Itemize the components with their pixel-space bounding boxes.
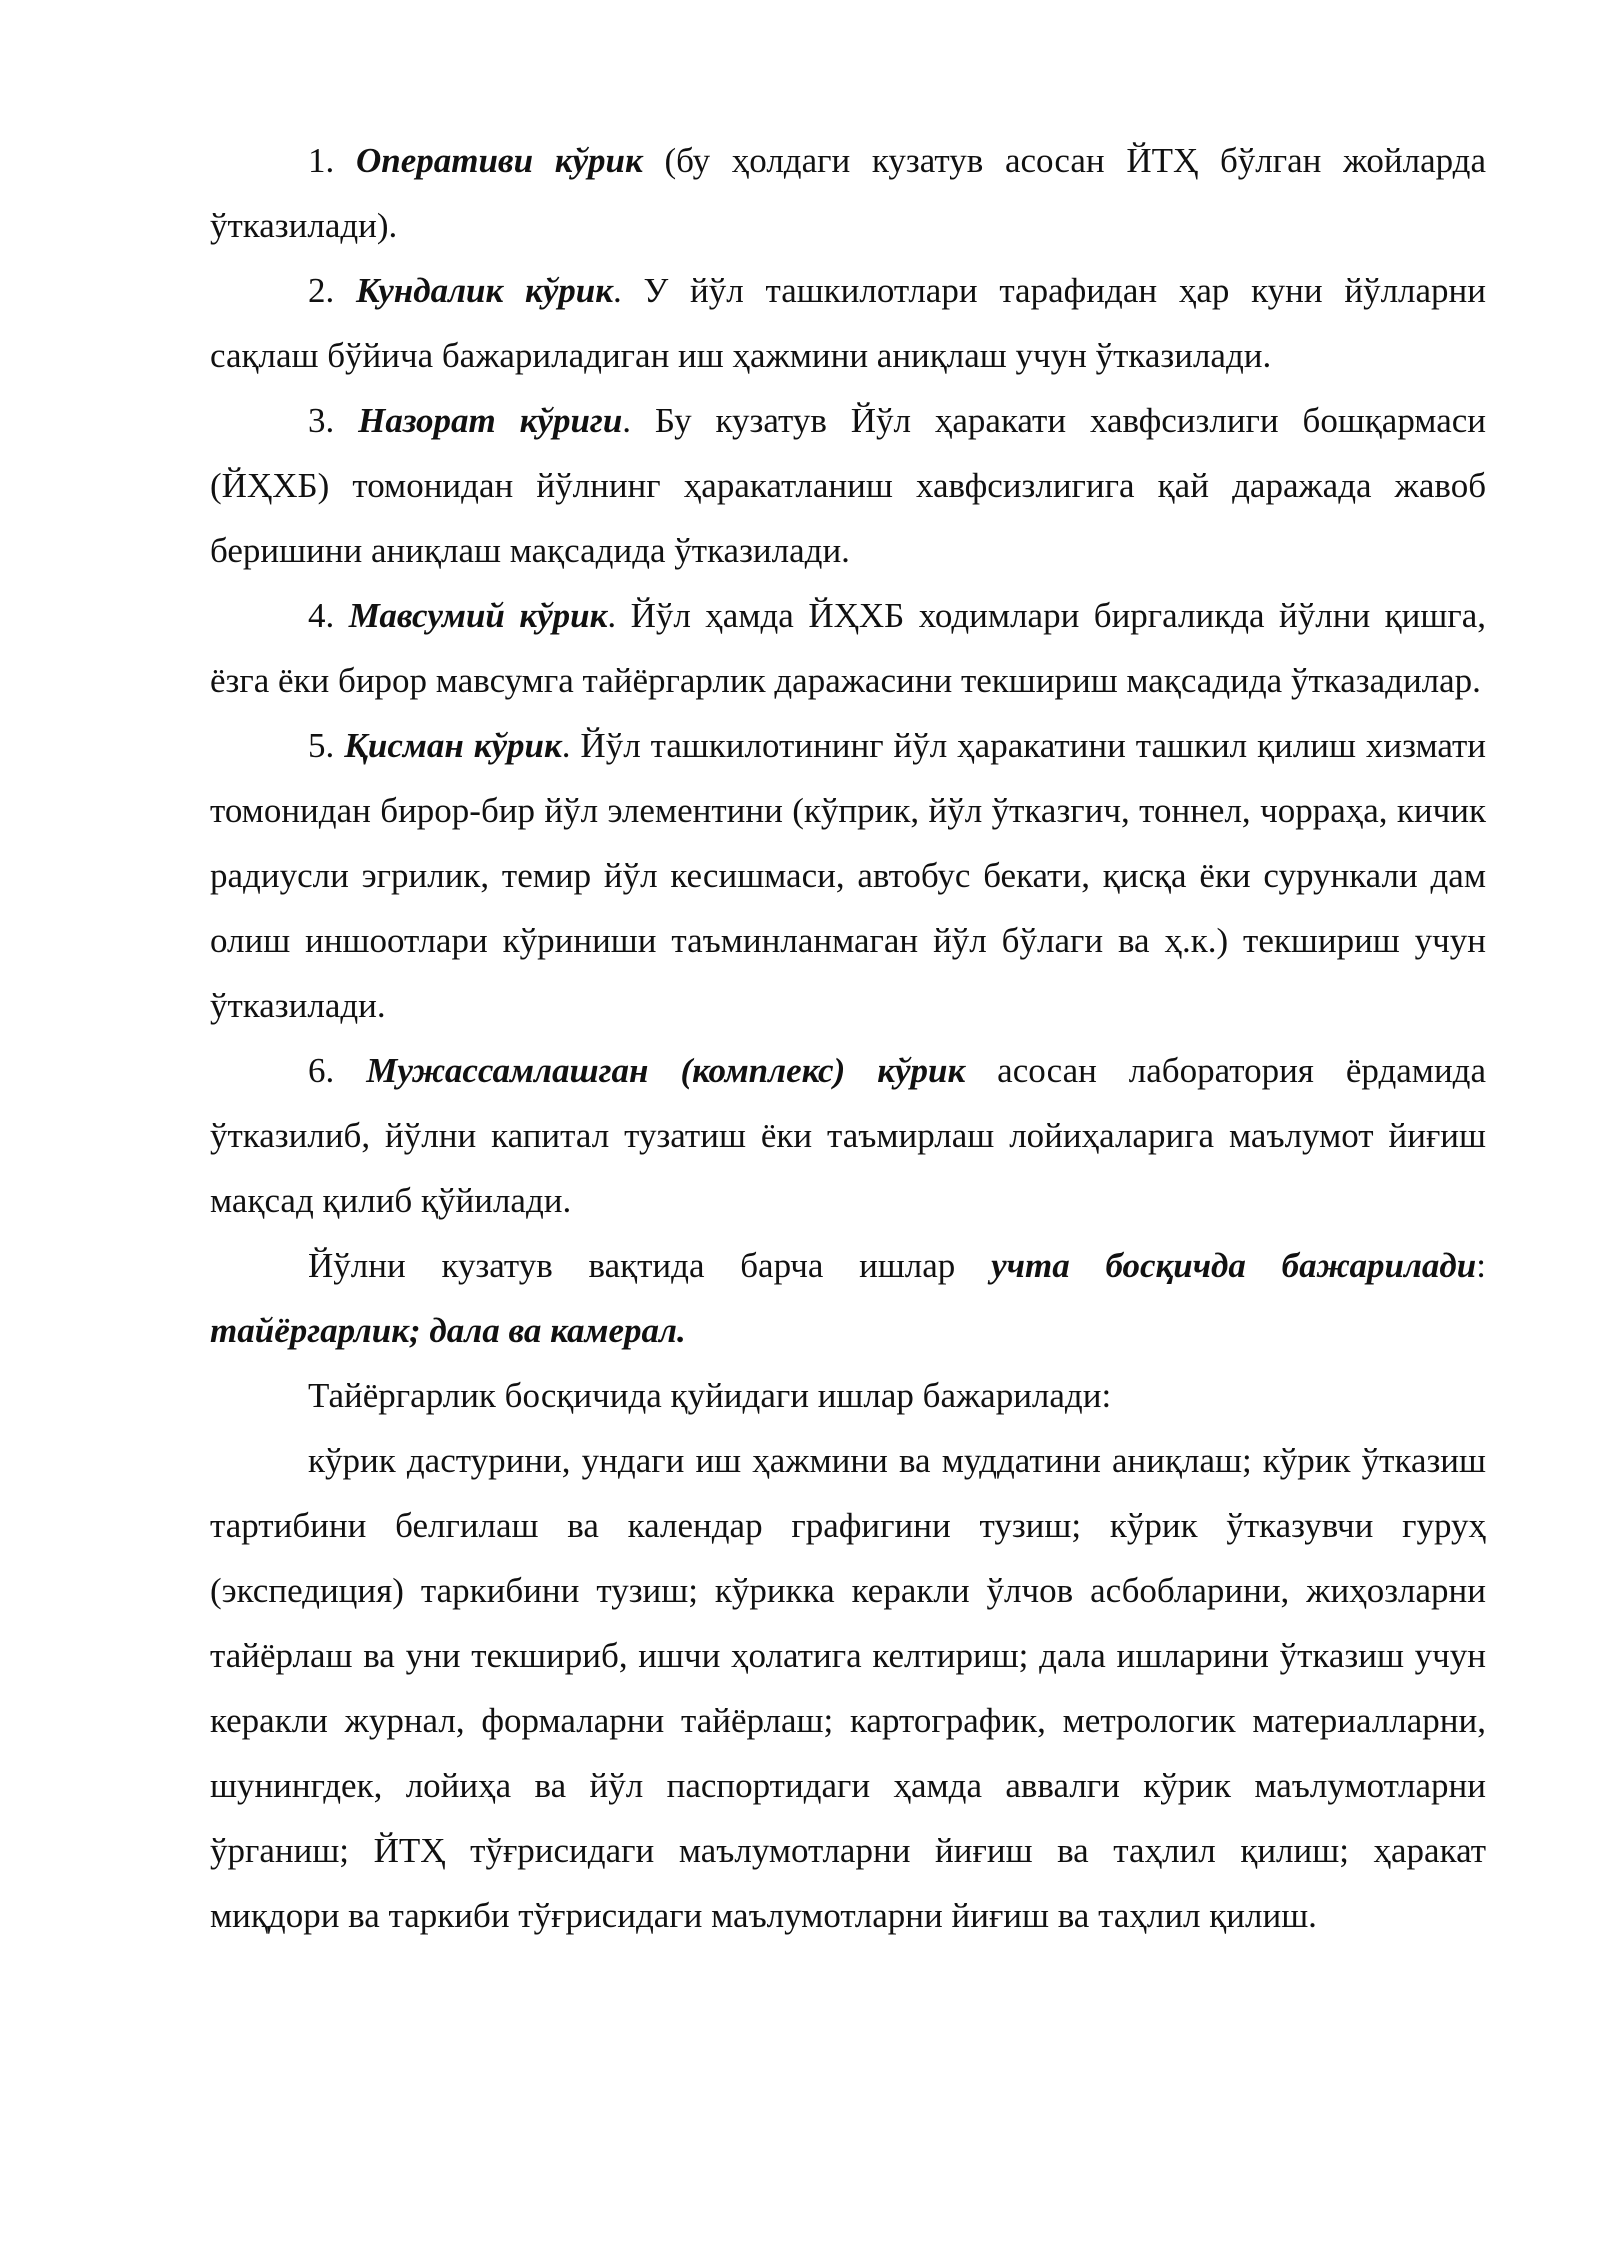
item-number: 4. — [308, 596, 349, 635]
document-page — [210, 128, 1486, 1948]
item-text: . У йўл ташкилотлари тарафидан ҳар куни йўлларни сақлаш бўйича бажариладиган иш ҳажмини аниқлаш учун ўтказилади. — [210, 271, 1487, 375]
item-term: Кундалик кўрик — [356, 271, 613, 310]
item-text: . Бу кузатув Йўл ҳаракати хавфсизлиги бошқармаси (ЙҲХБ) томонидан йўлнинг ҳаракатланиш хавфсизлигига қай даражада жавоб беришини аниқлаш мақсадида ўтказилади. — [210, 401, 1486, 570]
stages-paragraph — [210, 1233, 1486, 1363]
inspection-type-1 — [210, 128, 1486, 258]
item-term: Назорат кўриги — [358, 401, 623, 440]
item-number: 1. — [308, 141, 356, 180]
inspection-type-4 — [210, 583, 1486, 713]
stages-intro: Йўлни кузатув вақтида барча ишлар — [308, 1246, 992, 1285]
item-term: Мужассамлашган (комплекс) кўрик — [366, 1051, 966, 1090]
item-number: 5. — [308, 726, 345, 765]
stages-list: тайёргарлик; дала ва камерал. — [210, 1311, 686, 1350]
item-text: . Йўл ҳамда ЙҲХБ ходимлари биргаликда йўлни қишга, ёзга ёки бирор мавсумга тайёргарлик даражасини текшириш мақсадида ўтказадилар. — [210, 596, 1486, 700]
item-text: . Йўл ташкилотининг йўл ҳаракатини ташкил қилиш хизмати томонидан бирор-бир йўл элементини (кўприк, йўл ўтказгич, тоннел, чорраҳа, кичик радиусли эгрилик, темир йўл кесишмаси, автобус бекати, қисқа ёки сурункали дам олиш иншоотлари кўриниши таъминланмаган йўл бўлаги ва ҳ.к.) текшириш учун ўтказилади. — [210, 726, 1487, 1025]
stages-colon: : — [1476, 1246, 1486, 1285]
item-number: 6. — [308, 1051, 367, 1090]
inspection-type-5 — [210, 713, 1486, 1038]
stages-emphasis: учта босқичда бажарилади — [991, 1246, 1477, 1285]
item-text: (бу ҳолдаги кузатув асосан ЙТҲ бўлган жойларда ўтказилади). — [210, 141, 1487, 245]
item-text: асосан лаборатория ёрдамида ўтказилиб, йўлни капитал тузатиш ёки таъмирлаш лойиҳаларига маълумот йиғиш мақсад қилиб қўйилади. — [210, 1051, 1487, 1220]
item-number: 3. — [308, 401, 359, 440]
item-number: 2. — [308, 271, 357, 310]
inspection-type-2 — [210, 258, 1486, 388]
item-term: Оперативи кўрик — [355, 141, 643, 180]
item-term: Мавсумий кўрик — [348, 596, 608, 635]
preparation-heading: Тайёргарлик босқичида қуйидаги ишлар бажарилади: — [308, 1376, 1112, 1415]
preparation-body: кўрик дастурини, ундаги иш ҳажмини ва муддатини аниқлаш; кўрик ўтказиш тартибини белгилаш ва календар графигини тузиш; кўрик ўтказувчи гуруҳ (экспедиция) таркибини тузиш; кўрикка керакли ўлчов асбобларини, жиҳозларни тайёрлаш ва уни текшириб, ишчи ҳолатига келтириш; дала ишларини ўтказиш учун керакли журнал, формаларни тайёрлаш; картографик, метрологик материалларни, шунингдек, лойиҳа ва йўл паспортидаги ҳамда аввалги кўрик маълумотларни ўрганиш; ЙТҲ тўғрисидаги маълумотларни йиғиш ва таҳлил қилиш; ҳаракат миқдори ва таркиби тўғрисидаги маълумотларни йиғиш ва таҳлил қилиш. — [210, 1441, 1486, 1935]
inspection-type-6 — [210, 1038, 1486, 1233]
inspection-type-3 — [210, 388, 1486, 583]
item-term: Қисман кўрик — [344, 726, 562, 765]
